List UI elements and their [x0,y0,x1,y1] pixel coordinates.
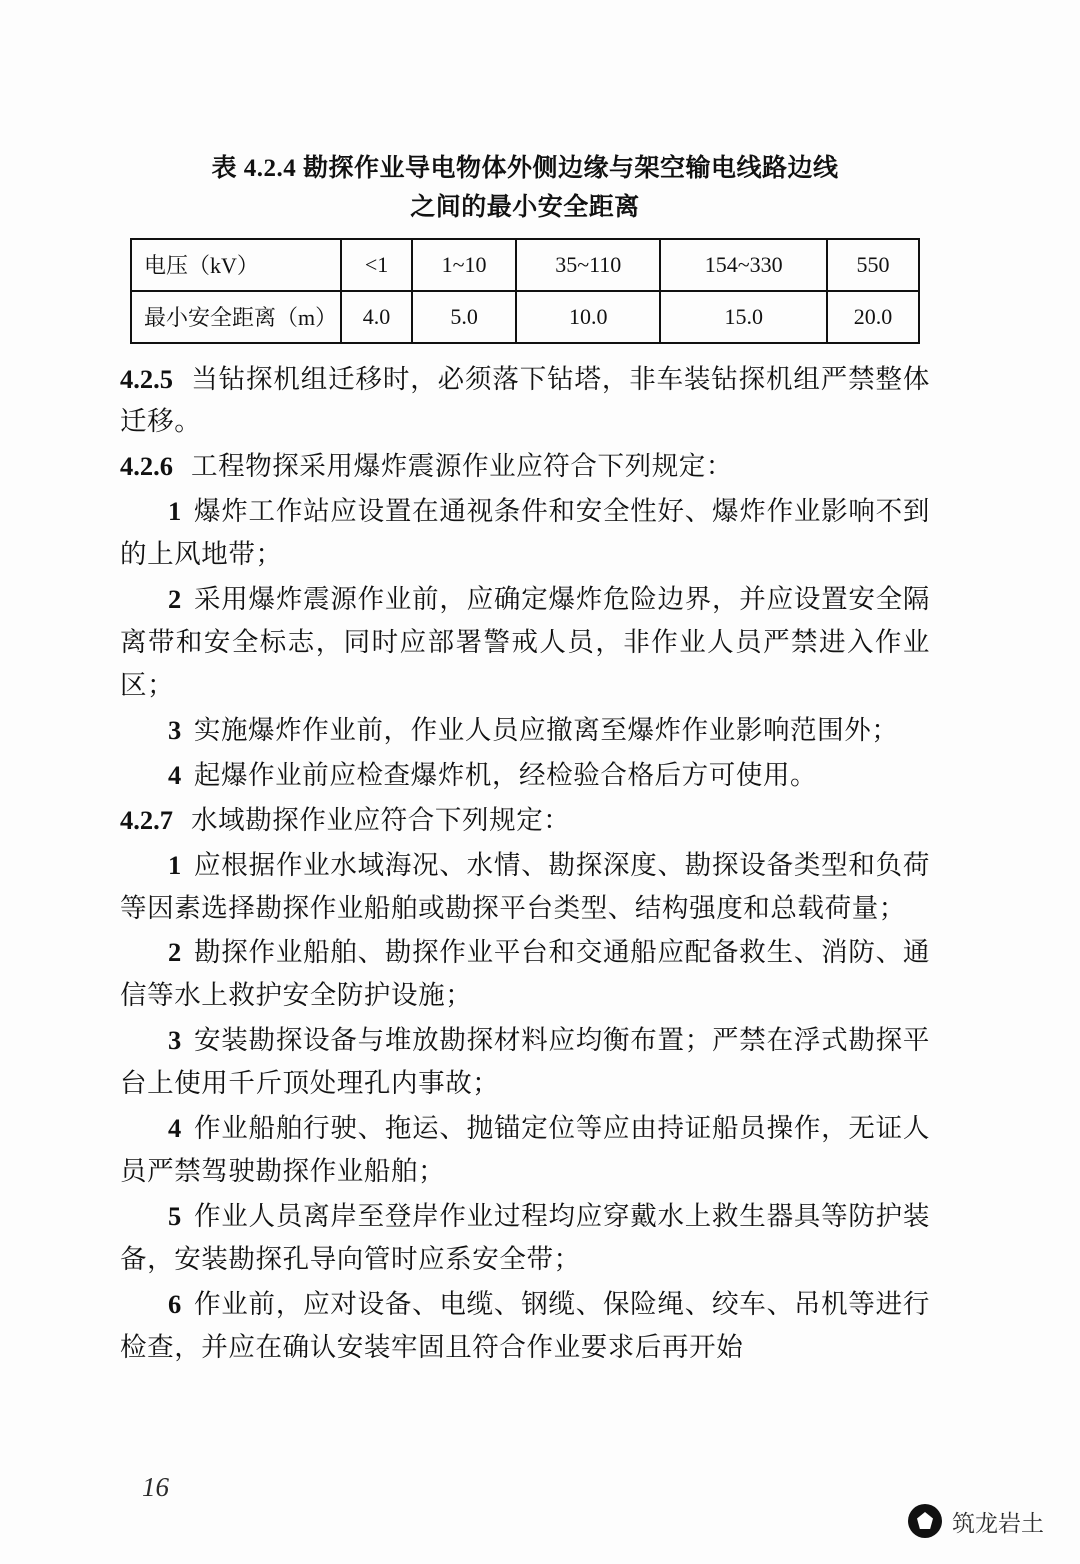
list-item [120,844,930,930]
list-item-text: 爆炸工作站应设置在通视条件和安全性好、爆炸作业影响不到的上风地带； [120,496,930,570]
clause-text: 当钻探机组迁移时，必须落下钻塔，非车装钻探机组严禁整体迁移。 [120,363,930,437]
cell-distance-5: 20.0 [827,291,919,343]
cell-distance-2: 5.0 [412,291,516,343]
table-caption-line-2: 之间的最小安全距离 [410,193,640,221]
list-item-text: 作业前，应对设备、电缆、钢缆、保险绳、绞车、吊机等进行检查，并应在确认安装牢固且符合作业要求后再开始 [120,1288,930,1362]
list-item [120,931,930,1017]
list-item-text: 采用爆炸震源作业前，应确定爆炸危险边界，并应设置安全隔离带和安全标志，同时应部署警戒人员，非作业人员严禁进入作业区； [120,584,930,700]
clause-text: 工程物探采用爆炸震源作业应符合下列规定： [191,451,733,482]
watermark-logo-icon [908,1504,942,1538]
clause-4-2-7 [120,799,930,842]
clause-text: 水域勘探作业应符合下列规定： [191,804,571,835]
cell-distance-1: 4.0 [341,291,412,343]
list-item [120,1283,930,1369]
clause-number: 4.2.7 [120,804,173,835]
list-item-text: 安装勘探设备与堆放勘探材料应均衡布置；严禁在浮式勘探平台上使用千斤顶处理孔内事故； [120,1025,930,1099]
list-item-text: 应根据作业水域海况、水情、勘探深度、勘探设备类型和负荷等因素选择勘探作业船舶或勘探平台类型、结构强度和总载荷量； [120,849,930,923]
list-item-text: 实施爆炸作业前，作业人员应撤离至爆炸作业影响范围外； [193,714,899,745]
cell-distance-4: 15.0 [660,291,827,343]
clause-4-2-6 [120,445,930,488]
safety-distance-table-wrapper [130,238,920,344]
list-item-text: 勘探作业船舶、勘探作业平台和交通船应配备救生、消防、通信等水上救护安全防护设施； [120,937,930,1011]
list-item [120,490,930,576]
row-header-distance: 最小安全距离（m） [131,291,341,343]
table-row [131,291,919,343]
list-item-label: 3 [168,1025,182,1056]
cell-voltage-3: 35~110 [516,239,660,291]
list-item-label: 4 [168,1113,182,1144]
list-item [120,1195,930,1281]
cell-voltage-1: <1 [341,239,412,291]
list-item [120,1019,930,1105]
safety-distance-table [130,238,920,344]
list-item [120,709,930,752]
list-item-text: 作业人员离岸至登岸作业过程均应穿戴水上救生器具等防护装备，安装勘探孔导向管时应系安全带； [120,1201,930,1274]
list-item-label: 6 [168,1288,182,1319]
list-item-label: 1 [168,496,182,527]
list-item-label: 2 [168,584,182,615]
list-item-label: 5 [168,1201,182,1232]
row-header-voltage: 电压（kV） [131,239,341,291]
list-item-text: 作业船舶行驶、拖运、抛锚定位等应由持证船员操作，无证人员严禁驾驶勘探作业船舶； [120,1113,930,1187]
list-item-label: 2 [168,937,182,968]
table-caption-line-1: 表 4.2.4 勘探作业导电物体外侧边缘与架空输电线路边线 [211,155,839,182]
page-content [120,150,930,1371]
list-item-label: 1 [168,849,182,880]
list-item-text: 起爆作业前应检查爆炸机，经检验合格后方可使用。 [193,759,818,790]
clause-4-2-5 [120,358,930,444]
table-row [131,239,919,291]
watermark [908,1504,1044,1538]
page-number: 16 [142,1472,169,1502]
table-caption [120,150,930,228]
list-item-label: 3 [168,714,182,745]
clause-number: 4.2.5 [120,363,173,394]
cell-voltage-2: 1~10 [412,239,516,291]
cell-distance-3: 10.0 [516,291,660,343]
clause-number: 4.2.6 [120,451,173,482]
list-item [120,578,930,707]
list-item-label: 4 [168,759,182,790]
list-item [120,754,930,797]
cell-voltage-5: 550 [827,239,919,291]
watermark-text: 筑龙岩土 [952,1509,1044,1536]
list-item [120,1107,930,1193]
cell-voltage-4: 154~330 [660,239,827,291]
